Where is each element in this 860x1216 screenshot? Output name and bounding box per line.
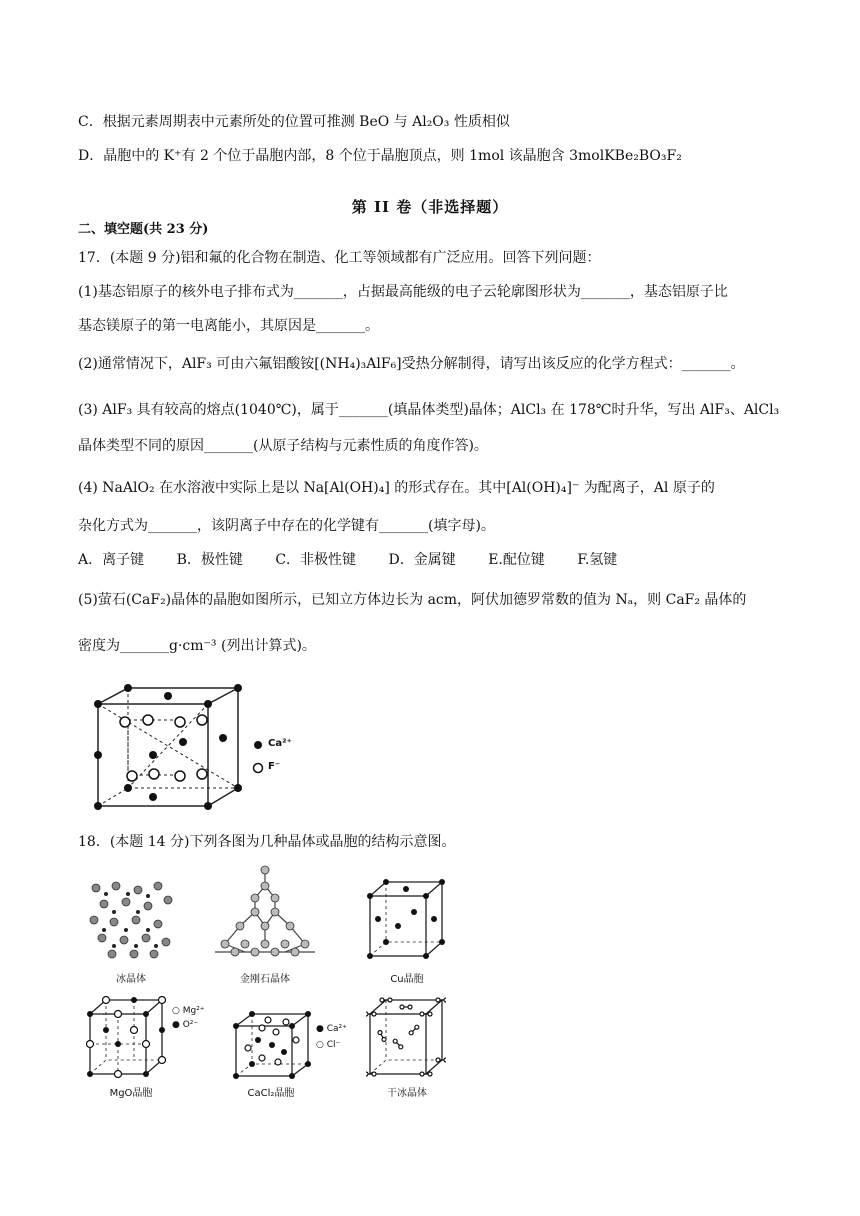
q17-choices bbox=[78, 550, 645, 570]
choice-f: F.氢键 bbox=[577, 552, 618, 568]
mgo-legend-o: ● O²⁻ bbox=[172, 1020, 199, 1030]
q17-intro: 17．(本题 9 分)铝和氟的化合物在制造、化工等领域都有广泛应用。回答下列问题： bbox=[78, 250, 601, 266]
mgo-legend-mg-label: Mg²⁺ bbox=[182, 1006, 205, 1016]
q17-part5-line2: 密度为_______g·cm⁻³ (列出计算式)。 bbox=[78, 638, 316, 654]
choice-e: E.配位键 bbox=[488, 552, 545, 568]
q17-part1-line1: (1)基态铝原子的核外电子排布式为_______，占据最高能级的电子云轮廓图形状为_______，基态铝原子比 bbox=[78, 284, 728, 300]
diamond-crystal-diagram bbox=[210, 864, 320, 964]
cacl2-legend-ca: ● Ca²⁺ bbox=[316, 1024, 347, 1034]
choice-b: B．极性键 bbox=[176, 552, 243, 568]
caption-diamond: 金刚石晶体 bbox=[240, 974, 290, 985]
dry-ice-crystal-diagram bbox=[366, 996, 446, 1078]
option-d: D．晶胞中的 K⁺有 2 个位于晶胞内部，8 个位于晶胞顶点，则 1mol 该晶胞含 3molKBe₂BO₃F₂ bbox=[78, 148, 682, 164]
q17-part3-line2: 晶体类型不同的原因_______(从原子结构与元素性质的角度作答)。 bbox=[78, 438, 488, 454]
q18-intro: 18．(本题 14 分)下列各图为几种晶体或晶胞的结构示意图。 bbox=[78, 834, 456, 850]
q17-part3-line1: (3) AlF₃ 具有较高的熔点(1040℃)，属于_______(填晶体类型)晶体；AlCl₃ 在 178℃时升华，写出 AlF₃、AlCl₃ bbox=[78, 402, 780, 418]
section-title: 第 II 卷（非选择题） bbox=[351, 198, 509, 216]
cacl2-unit-cell-diagram bbox=[232, 1010, 312, 1080]
q17-part5-line1: (5)萤石(CaF₂)晶体的晶胞如图所示，已知立方体边长为 acm，阿伏加德罗常数的值为 Nₐ，则 CaF₂ 晶体的 bbox=[78, 592, 747, 608]
mgo-unit-cell-diagram bbox=[86, 996, 166, 1078]
cacl2-legend-cl: ○ Cl⁻ bbox=[316, 1040, 341, 1050]
caption-cacl2: CaCl₂晶胞 bbox=[247, 1088, 295, 1099]
legend-ca: Ca²⁺ bbox=[268, 738, 292, 749]
mgo-legend-mg: ○ Mg²⁺ bbox=[172, 1006, 205, 1016]
choice-a: A．离子键 bbox=[78, 552, 145, 568]
part-heading: 二、填空题(共 23 分) bbox=[78, 222, 209, 237]
q17-part4-line2: 杂化方式为_______，该阴离子中存在的化学键有_______(填字母)。 bbox=[78, 518, 495, 534]
cacl2-legend-cl-label: Cl⁻ bbox=[326, 1040, 341, 1050]
option-c: C．根据元素周期表中元素所处的位置可推测 BeO 与 Al₂O₃ 性质相似 bbox=[78, 114, 510, 130]
q17-part1-line2: 基态镁原子的第一电离能小，其原因是_______。 bbox=[78, 318, 379, 334]
cu-unit-cell-diagram bbox=[366, 878, 446, 960]
cacl2-legend-ca-label: Ca²⁺ bbox=[326, 1024, 347, 1034]
legend-f: F⁻ bbox=[268, 761, 281, 772]
caf2-unit-cell-diagram bbox=[80, 680, 320, 820]
caption-ice: 冰晶体 bbox=[116, 974, 146, 985]
choice-d: D．金属键 bbox=[388, 552, 456, 568]
ice-crystal-diagram bbox=[86, 880, 176, 960]
caption-cu: Cu晶胞 bbox=[390, 974, 424, 985]
q17-part2: (2)通常情况下，AlF₃ 可由六氟铝酸铵[(NH₄)₃AlF₆]受热分解制得，请写出该反应的化学方程式：_______。 bbox=[78, 356, 745, 372]
choice-c: C．非极性键 bbox=[275, 552, 357, 568]
mgo-legend-o-label: O²⁻ bbox=[182, 1020, 199, 1030]
caption-mgo: MgO晶胞 bbox=[109, 1088, 153, 1099]
q17-part4-line1: (4) NaAlO₂ 在水溶液中实际上是以 Na[Al(OH)₄] 的形式存在。其中[Al(OH)₄]⁻ 为配离子，Al 原子的 bbox=[78, 480, 715, 496]
caption-dry-ice: 干冰晶体 bbox=[387, 1088, 427, 1099]
